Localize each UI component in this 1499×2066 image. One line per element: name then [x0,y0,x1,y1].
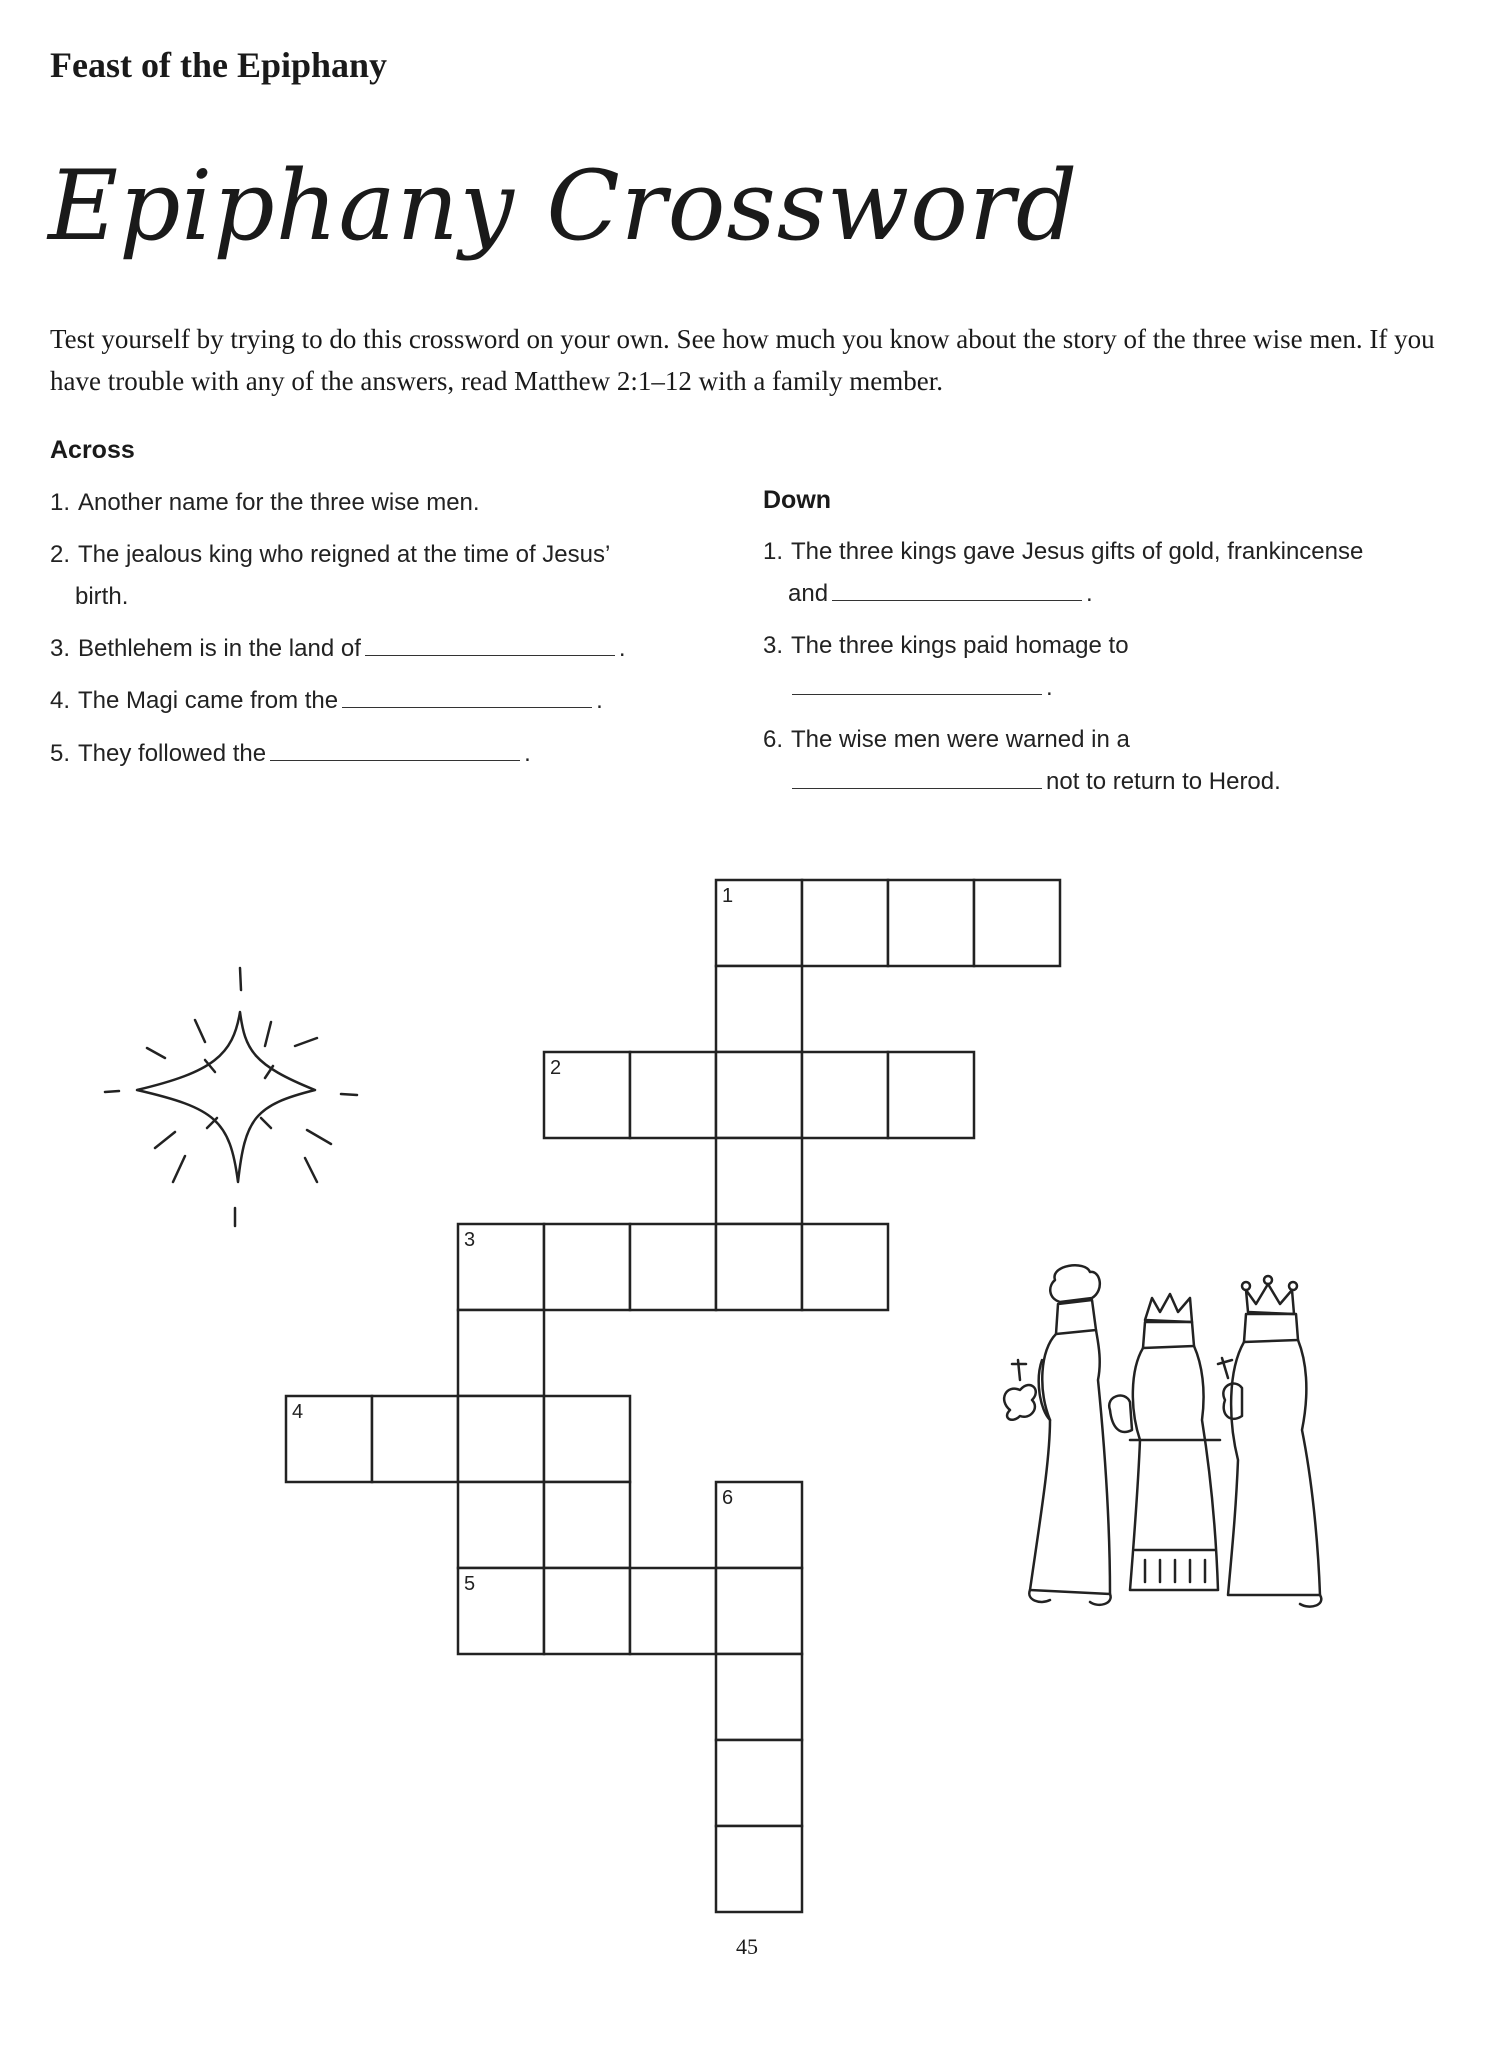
star-icon [95,960,375,1240]
grid-cell-number: 6 [722,1487,734,1509]
grid-cell[interactable] [716,1224,802,1310]
clue-number: 3. [763,632,784,659]
grid-cell[interactable] [544,1482,630,1568]
clue-text: The wise men were warned in a [791,726,1130,753]
clue-text: They followed the [78,740,267,767]
grid-cell[interactable] [544,1224,630,1310]
grid-cell[interactable] [544,1396,630,1482]
clue-text: Another name for the three wise men. [78,489,480,516]
grid-cell[interactable] [888,1052,974,1138]
grid-cell[interactable] [716,1740,802,1826]
grid-cell[interactable] [974,880,1060,966]
grid-cell[interactable] [372,1396,458,1482]
three-kings-illustration [980,1260,1400,1630]
grid-cell[interactable] [716,1826,802,1912]
clue-number: 5. [50,740,71,767]
clue-number: 1. [763,538,784,565]
clue-text: The three kings gave Jesus gifts of gold, frankincense [791,538,1364,565]
clue-end: . [1086,580,1093,607]
grid-cell[interactable] [716,966,802,1052]
clue-end: . [596,687,603,714]
grid-cell[interactable] [544,1568,630,1654]
grid-cell[interactable] [716,1568,802,1654]
clue-continuation: birth. [75,583,129,610]
clue-number: 2. [50,541,71,568]
grid-cell[interactable] [458,1310,544,1396]
grid-cell[interactable] [802,1224,888,1310]
grid-cell[interactable] [716,1052,802,1138]
grid-cell[interactable] [630,1224,716,1310]
grid-cell[interactable] [802,880,888,966]
clue-text: The jealous king who reigned at the time of Jesus’ [78,541,611,568]
clue-continuation: and [788,580,829,607]
clue-text: The Magi came from the [78,687,339,714]
grid-cell[interactable] [716,1138,802,1224]
clue-text: The three kings paid homage to [791,632,1129,659]
grid-cell-number: 5 [464,1573,476,1595]
clue-number: 1. [50,489,71,516]
clue-number: 4. [50,687,71,714]
page-title: Epiphany Crossword [48,150,1079,262]
clue-end: . [524,740,531,767]
page-number: 45 [736,1934,758,1959]
section-header: Feast of the Epiphany [50,45,388,85]
clue-number: 6. [763,726,784,753]
grid-cell[interactable] [458,1396,544,1482]
clue-text: Bethlehem is in the land of [78,635,361,662]
grid-cell-number: 2 [550,1057,562,1079]
grid-cell-number: 1 [722,885,734,907]
grid-cell[interactable] [802,1052,888,1138]
grid-cell[interactable] [458,1482,544,1568]
intro-paragraph: Test yourself by trying to do this crossword on your own. See how much you know about the story of the three wise men. If you have trouble with any of the answers, read Matthew 2:1–12 with a family member. [50,324,1435,396]
clue-end: . [1046,674,1053,701]
clue-end: . [618,635,626,662]
grid-cell[interactable] [630,1052,716,1138]
grid-cell-number: 4 [292,1401,304,1423]
grid-cell[interactable] [888,880,974,966]
down-heading: Down [763,486,832,514]
grid-cell[interactable] [716,1654,802,1740]
clue-number: 3. [50,635,71,662]
grid-cell-number: 3 [464,1229,476,1251]
grid-cell[interactable] [630,1568,716,1654]
across-heading: Across [50,436,135,464]
clue-continuation: not to return to Herod. [1046,768,1281,795]
